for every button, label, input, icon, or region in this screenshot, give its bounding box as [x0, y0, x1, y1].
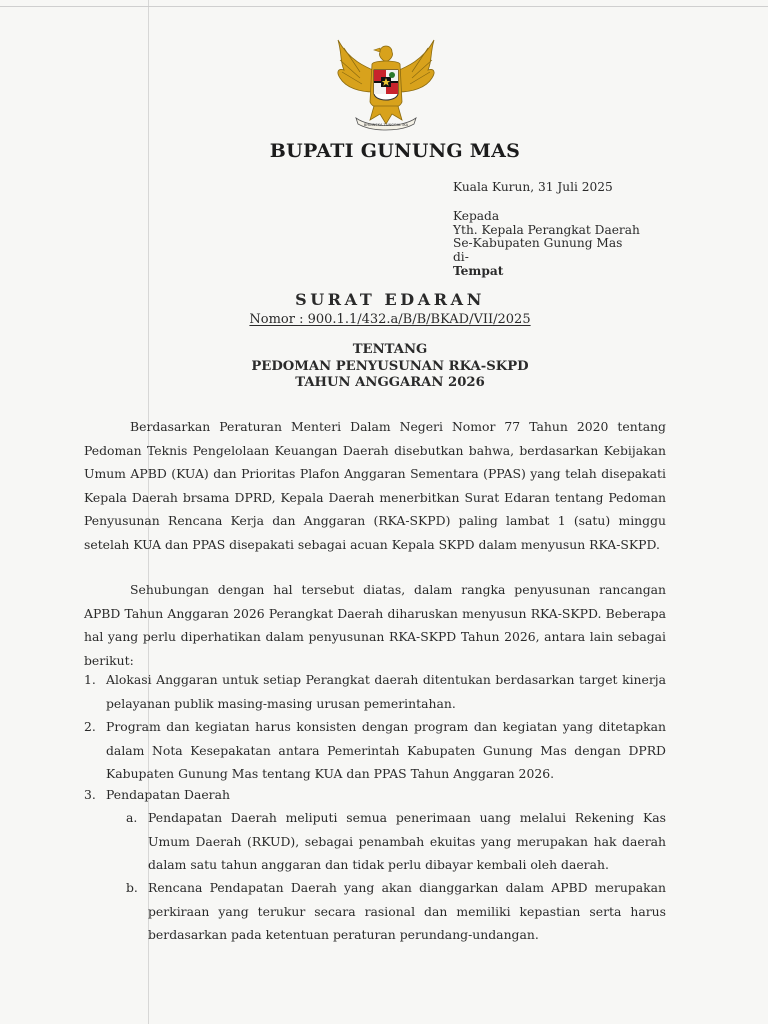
letter-number: [0, 312, 768, 327]
list-item-text: Program dan kegiatan harus konsisten dengan program dan kegiatan yang ditetapkan dalam Nota Kesepakatan antara Pemerintah Kabupaten Gunung Mas dengan DPRD Kabupaten Gunung Mas tentang KUA dan PPAS Tahun Anggaran 2026.: [106, 719, 666, 781]
recipient-block: [453, 210, 640, 279]
recipient-line-1: Yth. Kepala Perangkat Daerah: [453, 222, 640, 237]
list-item-number: 2.: [84, 719, 96, 734]
list-item-number: 3.: [84, 787, 96, 802]
letter-type-heading: SURAT EDARAN: [295, 290, 485, 309]
topic-line-1: PEDOMAN PENYUSUNAN RKA-SKPD: [251, 359, 529, 374]
body-paragraph-2: Sehubungan dengan hal tersebut diatas, dalam rangka penyusunan rancangan APBD Tahun Anggaran 2026 Perangkat Daerah diharuskan menyusun RKA-SKPD. Beberapa hal yang perlu diperhatikan dalam penyusunan RKA-SKPD Tahun 2026, antara lain sebagai berikut:: [84, 582, 666, 668]
topic-line-2: TAHUN ANGGARAN 2026: [295, 375, 485, 390]
sub-list-item: [106, 806, 666, 877]
list-item: [84, 715, 666, 786]
garuda-emblem-icon: [330, 32, 442, 132]
sub-list-item-letter: a.: [126, 810, 138, 825]
page-top-edge: [0, 6, 768, 7]
letter-number-text: Nomor : 900.1.1/432.a/B/B/BKAD/VII/2025: [249, 312, 531, 327]
list-item-text: Pendapatan Daerah: [106, 787, 230, 802]
recipient-di: di-: [453, 249, 469, 264]
list-item-number: 1.: [84, 672, 96, 687]
list-item: [84, 783, 666, 807]
sub-list-item-text: Pendapatan Daerah meliputi semua penerimaan uang melalui Rekening Kas Umum Daerah (RKUD), sebagai penambah ekuitas yang merupakan hak daerah dalam satu tahun anggaran dan tidak perlu dibayar kembali oleh daerah.: [148, 810, 666, 872]
list-item: [84, 668, 666, 715]
recipient-place: Tempat: [453, 264, 504, 278]
sub-list-item: [106, 876, 666, 947]
emblem-ribbon-text: BHINNEKA TUNGGAL IKA: [363, 123, 409, 127]
topic-label: TENTANG: [352, 342, 428, 357]
sub-list-item-text: Rencana Pendapatan Daerah yang akan dianggarkan dalam APBD merupakan perkiraan yang terukur secara rasional dan memiliki kepastian serta harus berdasarkan pada ketentuan peraturan perundang-undangan.: [148, 880, 666, 942]
recipient-line-2: Se-Kabupaten Gunung Mas: [453, 236, 623, 250]
body-paragraph-1: Berdasarkan Peraturan Menteri Dalam Negeri Nomor 77 Tahun 2020 tentang Pedoman Teknis Pengelolaan Keuangan Daerah disebutkan bahwa, berdasarkan Kebijakan Umum APBD (KUA) dan Prioritas Plafon Anggaran Sementara (PPAS) yang telah disepakati Kepala Daerah brsama DPRD, Kepala Daerah menerbitkan Surat Edaran tentang Pedoman Penyusunan Rencana Kerja dan Anggaran (RKA-SKPD) paling lambat 1 (satu) minggu setelah KUA dan PPAS disepakati sebagai acuan Kepala SKPD dalam menyusun RKA-SKPD.: [84, 419, 666, 552]
letter-date: Kuala Kurun, 31 Juli 2025: [453, 180, 613, 194]
recipient-label: Kepada: [453, 209, 500, 223]
list-item-text: Alokasi Anggaran untuk setiap Perangkat daerah ditentukan berdasarkan target kinerja pelayanan publik masing-masing urusan pemerintahan.: [106, 672, 666, 711]
regent-title: BUPATI GUNUNG MAS: [269, 140, 521, 162]
sub-list-item-letter: b.: [126, 880, 138, 895]
